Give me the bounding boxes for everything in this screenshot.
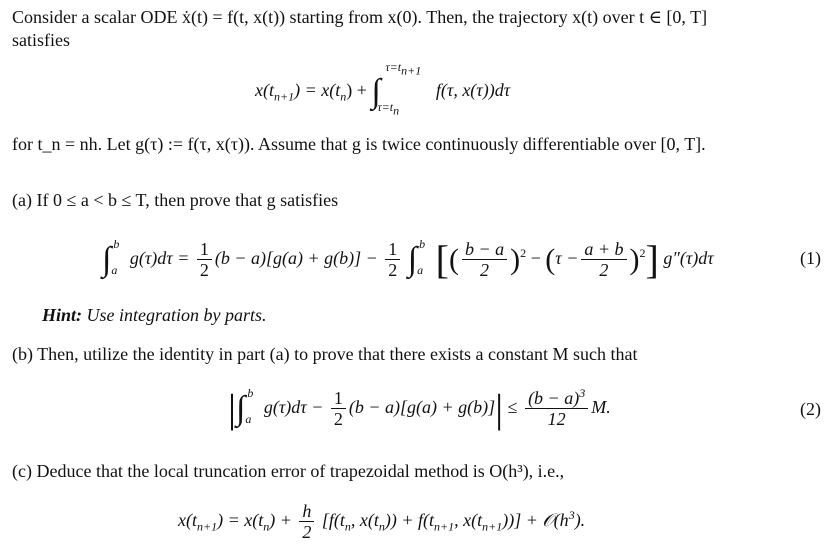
equation-number-1: (1) [800,248,821,268]
part-b-label: (b) Then, utilize the identity in part (a) to prove that there exists a constant M such that [12,344,638,364]
eq-mid: ) = x(t [294,80,341,100]
part-a-label: (a) If 0 ≤ a < b ≤ T, then prove that g satisfies [12,190,339,210]
integral-upper-sub: n+1 [401,63,422,78]
hint-line [42,304,267,326]
hint-text: Use integration by parts. [86,305,267,325]
identity-equation-1: ∫ $^b_a$ g(τ)dτ = $\frac{1}{2}$ (b − a)[g(a) + g(b)] − $\frac{1}{2}$ ∫ $^b_a$ [( $\frac{b - a}{2}$ )$^2$ − (τ − $\frac{a + b}{2}$ )$^2$] g″(τ)dτ [102,236,714,282]
eq-lhs: x(t [255,80,274,100]
part-c-label: (c) Deduce that the local truncation error of trapezoidal method is O(h³), i.e., [12,461,565,481]
inequality-equation-2: |∫ $^b_a$ g(τ)dτ − $\frac{1}{2}$ (b − a)[g(a) + g(b)]| ≤ $\frac{(b - a)^3}{12}$ M. [228,385,611,431]
hint-label: Hint: [42,305,83,325]
intro-line-1: Consider a scalar ODE ẋ(t) = f(t, x(t)) starting from x(0). Then, the trajectory x(t) over t ∈ [0, T] [12,7,708,27]
eq-lhs-sub: n+1 [273,89,295,104]
eq-mid-sub: n [340,89,347,104]
eq-integrand: f(τ, x(τ))dτ [435,80,511,100]
integral-upper: τ=t [385,60,402,74]
equation-number-2: (2) [800,399,821,419]
trapezoidal-equation: $x(t_{n+1}) = x(t_n)$ + $\frac{h}{2}$ [$f(t_n$, $x(t_n)) + f(t_{n+1}$, $x(t_{n+1})$)] + $𝒪(h^3)$. [178,501,586,543]
trajectory-equation [255,62,510,118]
eq-mid2: ) + [346,80,367,100]
integral-lower-sub: n [393,103,400,118]
intro-line-2: satisfies [12,30,70,50]
integral-lower: τ=t [377,100,394,114]
definitions-line: for t_n = nh. Let g(τ) := f(τ, x(τ)). Assume that g is twice continuously differentiable over [0, T]. [12,134,706,154]
integral-sign: ∫ $\tau=t_{n+1}$ $\tau=t_n$ [371,60,422,118]
